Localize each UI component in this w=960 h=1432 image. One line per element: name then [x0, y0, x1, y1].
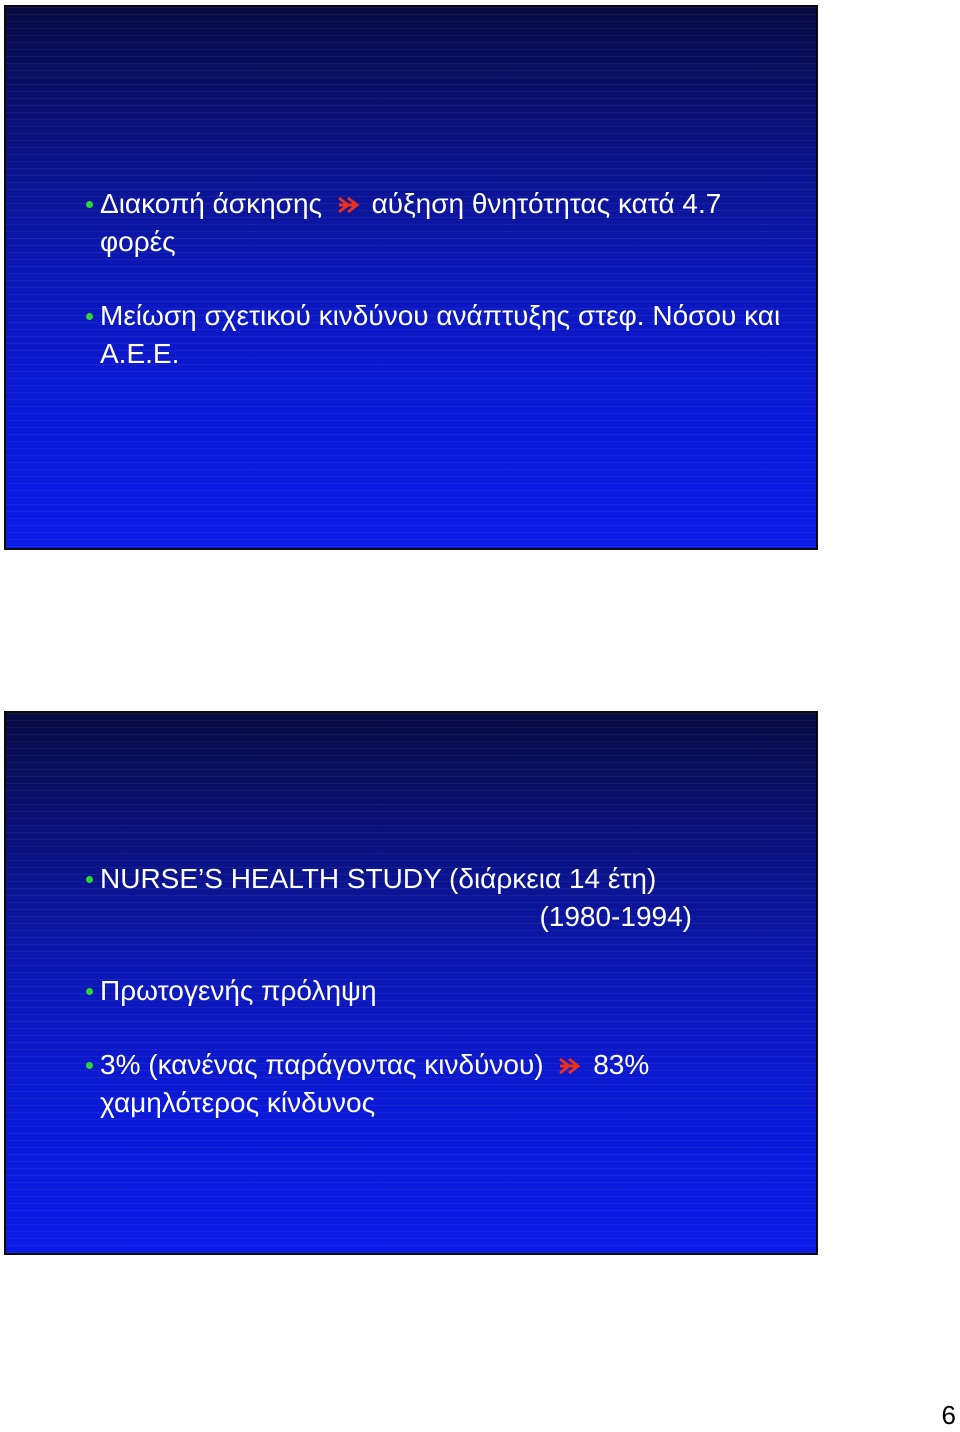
bullet-item-exercise-stop: [86, 185, 786, 261]
bullet-text-line2: (1980-1994): [539, 901, 692, 932]
bullet-text-part2: αύξηση θνητότητας κατά 4.7 φορές: [100, 188, 722, 257]
bullet-dot-icon: [86, 876, 93, 883]
slide-2-bullet-list: [86, 860, 786, 1122]
bullet-item-risk-reduction: [86, 297, 786, 373]
bullet-item-primary-prevention: [86, 972, 786, 1010]
bullet-dot-icon: [86, 1062, 93, 1069]
slide-2: [4, 711, 818, 1255]
bullet-dot-icon: [86, 313, 93, 320]
bullet-item-risk-factors: [86, 1046, 786, 1122]
bullet-text: Μείωση σχετικού κινδύνου ανάπτυξης στεφ. Νόσου και Α.Ε.Ε.: [100, 300, 781, 369]
slide-1: [4, 5, 818, 550]
bullet-text: Πρωτογενής πρόληψη: [100, 975, 377, 1006]
bullet-dot-icon: [86, 988, 93, 995]
bullet-text-line1: NURSE’S HEALTH STUDY (διάρκεια 14 έτη): [100, 863, 657, 894]
slide-1-bullet-list: [86, 185, 786, 373]
bullet-text-part1: Διακοπή άσκησης: [100, 188, 323, 219]
bullet-text-part2: 83% χαμηλότερος κίνδυνος: [100, 1049, 650, 1118]
bullet-text-part1: 3% (κανένας παράγοντας κινδύνου): [100, 1049, 544, 1080]
bullet-item-nurses-study: [86, 860, 786, 936]
bullet-dot-icon: [86, 201, 93, 208]
right-arrow-icon: [336, 196, 360, 214]
page-number: 6: [941, 1400, 956, 1430]
right-arrow-icon: [557, 1057, 581, 1075]
